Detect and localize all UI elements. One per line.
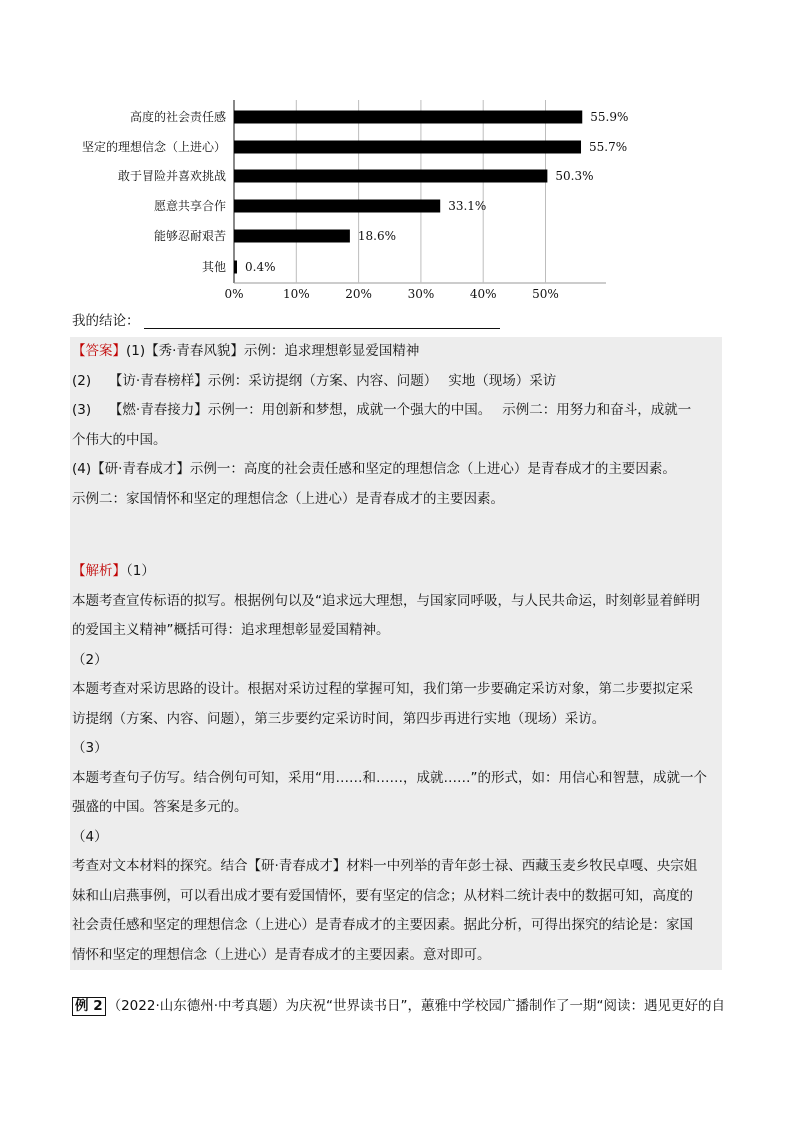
line-text: 本题考查宣传标语的拟写。根据例句以及“追求远大理想，与国家同呼吸，与人民共命运，时刻彰显着鲜明 bbox=[72, 592, 700, 609]
line-text: 访提纲（方案、内容、问题），第三步要约定采访时间，第四步再进行实地（现场）采访。 bbox=[72, 710, 606, 727]
bar bbox=[234, 141, 581, 154]
text-line bbox=[70, 587, 722, 617]
category-label: 敢于冒险并喜欢挑战 bbox=[117, 169, 226, 183]
x-tick-label: 0% bbox=[224, 287, 244, 301]
value-label: 55.7% bbox=[589, 140, 628, 154]
value-label: 33.1% bbox=[448, 199, 487, 213]
section-tag: 【答案】 bbox=[72, 343, 126, 359]
category-label: 愿意共享合作 bbox=[153, 199, 226, 213]
text-line bbox=[70, 764, 722, 794]
line-text: （1） bbox=[126, 563, 155, 579]
x-tick-label: 20% bbox=[345, 287, 372, 301]
line-text: 妹和山启燕事例，可以看出成才要有爱国情怀，要有坚定的信念；从材料二统计表中的数据可知，高度的 bbox=[72, 887, 693, 904]
line-text: （2） bbox=[72, 651, 108, 668]
analysis-lines bbox=[70, 557, 722, 970]
tick-labels bbox=[224, 287, 558, 301]
text-line bbox=[70, 823, 722, 853]
text-line bbox=[70, 882, 722, 912]
text-line bbox=[70, 941, 722, 971]
x-tick-label: 40% bbox=[469, 287, 497, 301]
section-tag: 【解析】 bbox=[72, 563, 126, 579]
line-text: (2) 【访·青春榜样】示例：采访提纲（方案、内容、问题） 实地（现场）采访 bbox=[72, 372, 557, 389]
category-label: 高度的社会责任感 bbox=[129, 110, 226, 124]
example-label: 例 2 bbox=[72, 997, 106, 1016]
line-text: (4)【研·青春成才】示例一：高度的社会责任感和坚定的理想信念（上进心）是青春成才的主要因素。 bbox=[72, 461, 676, 477]
value-label: 18.6% bbox=[357, 229, 397, 243]
bar bbox=[234, 111, 582, 124]
conclusion-line bbox=[72, 309, 512, 333]
bars bbox=[82, 109, 628, 274]
text-line bbox=[70, 367, 722, 397]
line-text: （4） bbox=[72, 828, 108, 845]
bar bbox=[234, 261, 237, 274]
text-line bbox=[70, 337, 722, 367]
line-text: 示例二：家国情怀和坚定的理想信念（上进心）是青春成才的主要因素。 bbox=[72, 490, 504, 507]
line-text: 的爱国主义精神”概括可得：追求理想彰显爱国精神。 bbox=[72, 622, 390, 638]
text-line bbox=[70, 396, 722, 426]
text-line bbox=[70, 705, 722, 735]
example-text: （2022·山东德州·中考真题）为庆祝“世界读书日”，蕙雅中学校园广播制作了一期“阅读：遇见更好的自 bbox=[107, 998, 726, 1014]
line-text: （3） bbox=[72, 740, 108, 756]
category-label: 坚定的理想信念（上进心） bbox=[81, 140, 226, 154]
x-tick-label: 30% bbox=[407, 287, 435, 301]
category-label: 其他 bbox=[201, 260, 226, 274]
text-line bbox=[70, 852, 722, 882]
bar bbox=[234, 170, 547, 183]
example-2 bbox=[72, 994, 732, 1018]
x-tick-label: 50% bbox=[532, 287, 559, 301]
answer-section bbox=[70, 337, 722, 970]
answer-lines bbox=[70, 337, 722, 514]
text-line bbox=[70, 675, 722, 705]
spacer bbox=[70, 514, 722, 557]
category-label: 能够忍耐艰苦 bbox=[153, 229, 226, 243]
text-line bbox=[70, 734, 722, 764]
line-text: 考查对文本材料的探究。结合【研·青春成才】材料一中列举的青年彭士禄、西藏玉麦乡牧民卓嘎、央宗姐 bbox=[72, 858, 698, 874]
line-text: 社会责任感和坚定的理想信念（上进心）是青春成才的主要因素。据此分析，可得出探究的结论是：家国 bbox=[72, 917, 693, 933]
text-line bbox=[70, 485, 722, 515]
text-line bbox=[70, 793, 722, 823]
conclusion-blank bbox=[144, 314, 500, 329]
line-text: 本题考查对采访思路的设计。根据对采访过程的掌握可知，我们第一步要确定采访对象，第二步要拟定采 bbox=[72, 681, 693, 697]
value-label: 55.9% bbox=[590, 110, 629, 124]
line-text: 个伟大的中国。 bbox=[72, 431, 167, 448]
text-line bbox=[70, 646, 722, 676]
value-label: 0.4% bbox=[245, 260, 276, 274]
value-label: 50.3% bbox=[555, 169, 594, 183]
text-line bbox=[70, 911, 722, 941]
text-line bbox=[70, 616, 722, 646]
bar-chart bbox=[0, 0, 794, 305]
text-line bbox=[70, 557, 722, 587]
line-text: 情怀和坚定的理想信念（上进心）是青春成才的主要因素。意对即可。 bbox=[72, 946, 491, 963]
text-line bbox=[70, 455, 722, 485]
line-text: 强盛的中国。答案是多元的。 bbox=[72, 799, 248, 815]
bar bbox=[234, 230, 350, 243]
bar bbox=[234, 200, 440, 213]
gridlines bbox=[296, 100, 545, 283]
x-tick-label: 10% bbox=[282, 287, 310, 301]
line-text: 本题考查句子仿写。结合例句可知，采用“用……和……，成就……”的形式，如：用信心和智慧，成就一个 bbox=[72, 769, 707, 786]
line-text: (1)【秀·青春风貌】示例：追求理想彰显爱国精神 bbox=[126, 343, 420, 359]
conclusion-label: 我的结论： bbox=[72, 313, 140, 329]
text-line bbox=[70, 426, 722, 456]
line-text: (3) 【燃·青春接力】示例一：用创新和梦想，成就一个强大的中国。 示例二：用努力和奋斗，成就一 bbox=[72, 402, 692, 418]
